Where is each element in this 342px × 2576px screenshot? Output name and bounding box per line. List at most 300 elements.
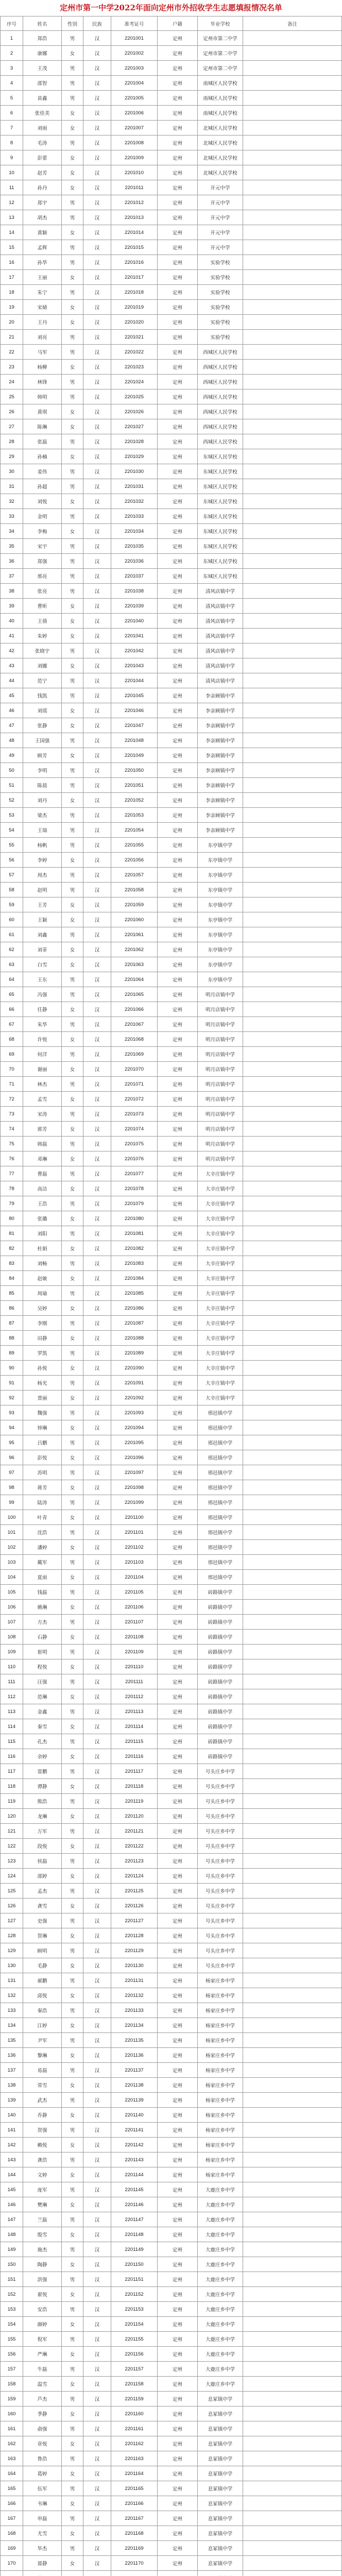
cell-col-hometown: 定州 <box>158 345 198 360</box>
cell-col-remark <box>243 1540 342 1555</box>
cell-col-school: 大鹿庄乡中学 <box>198 2317 243 2332</box>
cell-col-name: 王茂 <box>23 61 62 76</box>
cell-col-school: 西城区人民学校 <box>198 404 243 419</box>
cell-col-index: 131 <box>0 1973 23 1988</box>
cell-col-ethnicity: 汉 <box>83 479 111 494</box>
cell-col-hometown: 定州 <box>158 1704 198 1719</box>
cell-col-name: 孙超 <box>23 479 62 494</box>
cell-col-ethnicity: 汉 <box>83 1271 111 1286</box>
cell-col-hometown: 定州 <box>158 524 198 539</box>
cell-col-school: 东亭镇中学 <box>198 868 243 883</box>
cell-col-gender: 男 <box>62 1047 83 1062</box>
cell-col-name: 王丹 <box>23 315 62 330</box>
cell-col-name: 陈晨 <box>23 778 62 793</box>
cell-col-school: 李亲顾镇中学 <box>198 688 243 703</box>
cell-col-hometown: 定州 <box>158 1062 198 1077</box>
table-row <box>0 1002 342 1017</box>
cell-col-remark <box>243 434 342 449</box>
cell-col-hometown: 定州 <box>158 2048 198 2063</box>
cell-col-name: 伍军 <box>23 2481 62 2496</box>
cell-col-index: 114 <box>0 1719 23 1734</box>
cell-col-exam-number: 2201049 <box>111 748 158 763</box>
table-row <box>0 479 342 494</box>
cell-col-school: 杨家庄乡中学 <box>198 2018 243 2033</box>
cell-col-ethnicity: 汉 <box>83 1674 111 1689</box>
table-row <box>0 1525 342 1540</box>
cell-col-gender: 女 <box>62 1839 83 1854</box>
cell-col-ethnicity: 汉 <box>83 1899 111 1913</box>
cell-col-gender: 男 <box>62 643 83 658</box>
cell-col-remark <box>243 2556 342 2571</box>
cell-col-ethnicity: 汉 <box>83 1122 111 1137</box>
cell-col-hometown: 定州 <box>158 434 198 449</box>
cell-col-school: 开元中学 <box>198 225 243 240</box>
cell-col-school: 西城区人民学校 <box>198 434 243 449</box>
cell-col-exam-number: 2201118 <box>111 1779 158 1794</box>
cell-col-gender: 女 <box>62 1689 83 1704</box>
table-row <box>0 524 342 539</box>
cell-col-remark <box>243 360 342 375</box>
cell-col-name: 尤雪 <box>23 2526 62 2541</box>
cell-col-ethnicity: 汉 <box>83 987 111 1002</box>
cell-col-gender: 女 <box>62 2257 83 2272</box>
cell-col-index: 40 <box>0 614 23 629</box>
cell-col-school: 号头庄乡中学 <box>198 1809 243 1824</box>
cell-col-gender: 女 <box>62 1510 83 1525</box>
cell-col-ethnicity: 汉 <box>83 599 111 614</box>
cell-col-hometown: 定州 <box>158 1151 198 1166</box>
cell-col-remark <box>243 1107 342 1122</box>
cell-col-exam-number: 2201056 <box>111 853 158 868</box>
cell-col-ethnicity: 汉 <box>83 1420 111 1435</box>
cell-col-name: 申磊 <box>23 2511 62 2526</box>
cell-col-remark <box>243 61 342 76</box>
cell-col-school: 大鹿庄乡中学 <box>198 2197 243 2212</box>
cell-col-hometown: 定州 <box>158 210 198 225</box>
cell-col-hometown: 定州 <box>158 2018 198 2033</box>
table-row <box>0 1973 342 1988</box>
table-row <box>0 584 342 599</box>
cell-col-index: 96 <box>0 1450 23 1465</box>
cell-col-ethnicity: 汉 <box>83 1719 111 1734</box>
cell-col-hometown: 定州 <box>158 1495 198 1510</box>
table-row <box>0 76 342 91</box>
cell-col-index: 86 <box>0 1301 23 1316</box>
table-row <box>0 2302 342 2317</box>
cell-col-ethnicity: 汉 <box>83 240 111 255</box>
cell-col-school: 大辛庄镇中学 <box>198 1211 243 1226</box>
table-row <box>0 1674 342 1689</box>
cell-col-school: 杨家庄乡中学 <box>198 2123 243 2138</box>
cell-col-ethnicity: 汉 <box>83 2392 111 2406</box>
cell-col-hometown: 定州 <box>158 2392 198 2406</box>
cell-col-hometown: 定州 <box>158 1794 198 1809</box>
cell-col-hometown: 定州 <box>158 76 198 91</box>
cell-col-hometown: 定州 <box>158 2526 198 2541</box>
table-row <box>0 2033 342 2048</box>
cell-col-exam-number: 2201135 <box>111 2033 158 2048</box>
table-row <box>0 853 342 868</box>
cell-col-exam-number: 2201165 <box>111 2481 158 2496</box>
cell-col-hometown: 定州 <box>158 225 198 240</box>
cell-col-exam-number: 2201059 <box>111 897 158 912</box>
cell-col-gender: 男 <box>62 1764 83 1779</box>
cell-col-index: 89 <box>0 1346 23 1361</box>
cell-col-name: 刘阳 <box>23 1226 62 1241</box>
cell-col-index: 154 <box>0 2317 23 2332</box>
cell-col-index: 62 <box>0 942 23 957</box>
table-row <box>0 360 342 375</box>
cell-col-index: 33 <box>0 509 23 524</box>
table-row <box>0 389 342 404</box>
table-row <box>0 1226 342 1241</box>
cell-col-name: 聂静 <box>23 2556 62 2571</box>
cell-col-name: 郝鹏 <box>23 1973 62 1988</box>
cell-col-name: 江婷 <box>23 2018 62 2033</box>
cell-col-exam-number: 2201091 <box>111 1376 158 1391</box>
cell-col-ethnicity: 汉 <box>83 2511 111 2526</box>
cell-col-gender: 男 <box>62 1645 83 1659</box>
table-row <box>0 2197 342 2212</box>
cell-col-exam-number: 2201164 <box>111 2466 158 2481</box>
cell-col-name: 刘雨 <box>23 121 62 135</box>
cell-col-remark <box>243 1181 342 1196</box>
cell-col-exam-number: 2201166 <box>111 2496 158 2511</box>
cell-col-hometown: 定州 <box>158 2153 198 2167</box>
cell-col-hometown: 定州 <box>158 479 198 494</box>
cell-col-index: 134 <box>0 2018 23 2033</box>
cell-col-remark <box>243 2093 342 2108</box>
cell-col-index: 164 <box>0 2466 23 2481</box>
table-row <box>0 2466 342 2481</box>
cell-col-gender: 女 <box>62 1002 83 1017</box>
cell-col-ethnicity: 汉 <box>83 1166 111 1181</box>
cell-col-school: 开元中学 <box>198 195 243 210</box>
cell-col-gender: 男 <box>62 2541 83 2556</box>
cell-col-remark <box>243 1062 342 1077</box>
cell-col-name: 高洁 <box>23 1181 62 1196</box>
cell-col-ethnicity <box>83 2571 111 2576</box>
cell-col-school: 东城区人民学校 <box>198 524 243 539</box>
cell-col-hometown: 定州 <box>158 449 198 464</box>
table-row <box>0 1510 342 1525</box>
cell-col-ethnicity: 汉 <box>83 748 111 763</box>
cell-col-ethnicity: 汉 <box>83 2466 111 2481</box>
cell-col-remark <box>243 569 342 584</box>
cell-col-hometown: 定州 <box>158 1256 198 1271</box>
cell-col-gender: 女 <box>62 1181 83 1196</box>
table-row <box>0 404 342 419</box>
cell-col-hometown: 定州 <box>158 1241 198 1256</box>
cell-col-gender: 女 <box>62 2317 83 2332</box>
cell-col-hometown: 定州 <box>158 2421 198 2436</box>
cell-col-gender: 女 <box>62 1988 83 2003</box>
cell-col-exam-number: 2201093 <box>111 1405 158 1420</box>
cell-col-ethnicity: 汉 <box>83 225 111 240</box>
cell-col-hometown: 定州 <box>158 2123 198 2138</box>
cell-col-remark <box>243 2392 342 2406</box>
table-row <box>0 718 342 733</box>
cell-col-exam-number: 2201064 <box>111 972 158 987</box>
cell-col-exam-number: 2201029 <box>111 449 158 464</box>
cell-col-exam-number: 2201055 <box>111 838 158 853</box>
cell-col-school: 大辛庄镇中学 <box>198 1271 243 1286</box>
cell-col-exam-number: 2201020 <box>111 315 158 330</box>
cell-col-exam-number: 2201073 <box>111 1107 158 1122</box>
table-row <box>0 703 342 718</box>
cell-col-remark <box>243 1779 342 1794</box>
cell-col-hometown: 定州 <box>158 2257 198 2272</box>
cell-col-ethnicity: 汉 <box>83 1988 111 2003</box>
cell-col-gender: 男 <box>62 1913 83 1928</box>
cell-col-name: 章悦 <box>23 2436 62 2451</box>
cell-col-gender: 女 <box>62 2108 83 2123</box>
cell-col-remark <box>243 1435 342 1450</box>
cell-col-gender: 男 <box>62 210 83 225</box>
cell-col-exam-number: 2201080 <box>111 1211 158 1226</box>
table-row <box>0 1211 342 1226</box>
cell-col-name: 文婷 <box>23 2167 62 2182</box>
cell-col-remark <box>243 2197 342 2212</box>
cell-col-school: 南城区人民学校 <box>198 91 243 106</box>
cell-col-gender: 男 <box>62 778 83 793</box>
cell-col-exam-number: 2201085 <box>111 1286 158 1301</box>
cell-col-remark <box>243 1839 342 1854</box>
cell-col-ethnicity: 汉 <box>83 2332 111 2347</box>
table-row <box>0 1749 342 1764</box>
cell-col-hometown: 定州 <box>158 2227 198 2242</box>
cell-col-exam-number: 2201009 <box>111 150 158 165</box>
cell-col-school: 清风店镇中学 <box>198 629 243 643</box>
cell-col-index: 102 <box>0 1540 23 1555</box>
cell-col-hometown: 定州 <box>158 733 198 748</box>
cell-col-school: 号头庄乡中学 <box>198 1884 243 1899</box>
cell-col-exam-number: 2201083 <box>111 1256 158 1271</box>
cell-col-index: 153 <box>0 2302 23 2317</box>
cell-col-gender: 男 <box>62 868 83 883</box>
cell-col-ethnicity: 汉 <box>83 1465 111 1480</box>
cell-col-ethnicity: 汉 <box>83 1540 111 1555</box>
cell-col-index: 116 <box>0 1749 23 1764</box>
cell-col-ethnicity: 汉 <box>83 1226 111 1241</box>
cell-col-gender: 男 <box>62 838 83 853</box>
cell-col-exam-number: 2201058 <box>111 883 158 897</box>
cell-col-school: 李亲顾镇中学 <box>198 733 243 748</box>
cell-col-school: 东亭镇中学 <box>198 927 243 942</box>
cell-col-index: 39 <box>0 599 23 614</box>
cell-col-remark <box>243 1913 342 1928</box>
cell-col-name: 方杰 <box>23 1615 62 1630</box>
cell-col-hometown: 定州 <box>158 1779 198 1794</box>
cell-col-hometown: 定州 <box>158 375 198 389</box>
table-row <box>0 2063 342 2078</box>
cell-col-ethnicity: 汉 <box>83 1062 111 1077</box>
cell-col-school: 李亲顾镇中学 <box>198 763 243 778</box>
cell-col-exam-number: 2201025 <box>111 389 158 404</box>
table-row <box>0 2093 342 2108</box>
cell-col-remark <box>243 853 342 868</box>
cell-col-hometown: 定州 <box>158 688 198 703</box>
cell-col-exam-number: 2201075 <box>111 1137 158 1151</box>
cell-col-remark <box>243 1794 342 1809</box>
cell-col-name: 王国强 <box>23 733 62 748</box>
cell-col-school: 砖路镇中学 <box>198 1630 243 1645</box>
cell-col-gender: 男 <box>62 673 83 688</box>
cell-col-ethnicity: 汉 <box>83 1973 111 1988</box>
cell-col-ethnicity: 汉 <box>83 1943 111 1958</box>
cell-col-exam-number: 2201008 <box>111 135 158 150</box>
cell-col-gender: 男 <box>62 76 83 91</box>
cell-col-index: 118 <box>0 1779 23 1794</box>
cell-col-index: 170 <box>0 2556 23 2571</box>
cell-col-school: 杨家庄乡中学 <box>198 2048 243 2063</box>
cell-col-hometown: 定州 <box>158 315 198 330</box>
cell-col-exam-number: 2201114 <box>111 1719 158 1734</box>
cell-col-exam-number: 2201001 <box>111 31 158 46</box>
table-row <box>0 1779 342 1794</box>
cell-col-index: 28 <box>0 434 23 449</box>
cell-col-remark <box>243 240 342 255</box>
cell-col-hometown: 定州 <box>158 614 198 629</box>
cell-col-gender: 男 <box>62 688 83 703</box>
cell-col-remark <box>243 524 342 539</box>
cell-col-school: 大辛庄镇中学 <box>198 1241 243 1256</box>
cell-col-index: 113 <box>0 1704 23 1719</box>
cell-col-ethnicity: 汉 <box>83 46 111 61</box>
cell-col-remark <box>243 404 342 419</box>
cell-col-hometown: 定州 <box>158 1689 198 1704</box>
cell-col-gender: 男 <box>62 464 83 479</box>
cell-col-exam-number: 2201034 <box>111 524 158 539</box>
table-row <box>0 106 342 121</box>
cell-col-remark <box>243 1047 342 1062</box>
cell-col-hometown: 定州 <box>158 897 198 912</box>
cell-col-ethnicity: 汉 <box>83 2108 111 2123</box>
table-row <box>0 912 342 927</box>
cell-col-index: 76 <box>0 1151 23 1166</box>
cell-col-name: 黎琳 <box>23 2048 62 2063</box>
cell-col-gender: 女 <box>62 1570 83 1585</box>
table-row <box>0 1017 342 1032</box>
cell-col-hometown: 定州 <box>158 2451 198 2466</box>
cell-col-remark <box>243 210 342 225</box>
cell-col-ethnicity: 汉 <box>83 2287 111 2302</box>
cell-col-school: 清风店镇中学 <box>198 673 243 688</box>
cell-col-hometown: 定州 <box>158 987 198 1002</box>
cell-col-ethnicity: 汉 <box>83 419 111 434</box>
table-row <box>0 1077 342 1092</box>
cell-col-exam-number: 2201051 <box>111 778 158 793</box>
cell-col-ethnicity: 汉 <box>83 1301 111 1316</box>
cell-col-hometown: 定州 <box>158 718 198 733</box>
cell-col-exam-number: 2201098 <box>111 1480 158 1495</box>
cell-col-remark <box>243 1465 342 1480</box>
cell-col-school: 大辛庄镇中学 <box>198 1256 243 1271</box>
table-row <box>0 1615 342 1630</box>
cell-col-ethnicity: 汉 <box>83 2481 111 2496</box>
table-row <box>0 464 342 479</box>
cell-col-exam-number: 2201101 <box>111 1525 158 1540</box>
cell-col-school: 定州市第二中学 <box>198 31 243 46</box>
header-col-index: 序号 <box>0 16 23 31</box>
cell-col-exam-number: 2201086 <box>111 1301 158 1316</box>
cell-col-remark <box>243 106 342 121</box>
cell-col-remark <box>243 643 342 658</box>
cell-col-name: 任静 <box>23 1002 62 1017</box>
cell-col-ethnicity: 汉 <box>83 1958 111 1973</box>
cell-col-remark <box>243 808 342 823</box>
cell-col-gender: 男 <box>62 2511 83 2526</box>
cell-col-ethnicity: 汉 <box>83 494 111 509</box>
cell-col-index: 17 <box>0 270 23 285</box>
cell-col-index: 55 <box>0 838 23 853</box>
cell-col-gender: 男 <box>62 1226 83 1241</box>
cell-col-gender: 女 <box>62 315 83 330</box>
cell-col-index: 59 <box>0 897 23 912</box>
cell-col-index: 109 <box>0 1645 23 1659</box>
cell-col-remark <box>243 1734 342 1749</box>
cell-col-gender: 男 <box>62 584 83 599</box>
cell-col-index: 6 <box>0 106 23 121</box>
cell-col-gender: 男 <box>62 1376 83 1391</box>
cell-col-gender: 男 <box>62 2332 83 2347</box>
cell-col-ethnicity: 汉 <box>83 629 111 643</box>
table-row <box>0 195 342 210</box>
cell-col-school: 邢邑镇中学 <box>198 1555 243 1570</box>
cell-col-hometown: 定州 <box>158 1540 198 1555</box>
cell-col-hometown: 定州 <box>158 2167 198 2182</box>
cell-col-gender: 男 <box>62 1465 83 1480</box>
cell-col-name: 孔杰 <box>23 1734 62 1749</box>
cell-col-remark <box>243 2242 342 2257</box>
table-row <box>0 1943 342 1958</box>
cell-col-school: 东亭镇中学 <box>198 897 243 912</box>
cell-col-name: 刘菲 <box>23 942 62 957</box>
cell-col-index: 94 <box>0 1420 23 1435</box>
cell-col-gender: 女 <box>62 1540 83 1555</box>
cell-col-gender: 男 <box>62 285 83 300</box>
cell-col-ethnicity: 汉 <box>83 404 111 419</box>
cell-col-exam-number: 2201125 <box>111 1884 158 1899</box>
cell-col-remark <box>243 494 342 509</box>
cell-col-gender: 女 <box>62 419 83 434</box>
cell-col-hometown: 定州 <box>158 1405 198 1420</box>
cell-col-ethnicity: 汉 <box>83 2227 111 2242</box>
cell-col-hometown: 定州 <box>158 2377 198 2392</box>
cell-col-hometown: 定州 <box>158 255 198 270</box>
cell-col-hometown: 定州 <box>158 46 198 61</box>
cell-col-name: 翟悦 <box>23 2287 62 2302</box>
cell-col-exam-number: 2201068 <box>111 1032 158 1047</box>
cell-col-index: 92 <box>0 1391 23 1405</box>
cell-col-school: 实验学校 <box>198 315 243 330</box>
cell-col-gender: 男 <box>62 1286 83 1301</box>
cell-col-remark <box>243 1166 342 1181</box>
table-row <box>0 1764 342 1779</box>
cell-col-hometown: 定州 <box>158 1510 198 1525</box>
cell-col-exam-number: 2201006 <box>111 106 158 121</box>
cell-col-exam-number: 2201072 <box>111 1092 158 1107</box>
cell-col-ethnicity: 汉 <box>83 539 111 554</box>
table-row <box>0 1540 342 1555</box>
cell-col-name: 韦琳 <box>23 2496 62 2511</box>
cell-col-school: 息冢镇中学 <box>198 2436 243 2451</box>
cell-col-index: 36 <box>0 554 23 569</box>
cell-col-hometown: 定州 <box>158 2436 198 2451</box>
cell-col-remark <box>243 2212 342 2227</box>
cell-col-index: 25 <box>0 389 23 404</box>
cell-col-exam-number: 2201048 <box>111 733 158 748</box>
